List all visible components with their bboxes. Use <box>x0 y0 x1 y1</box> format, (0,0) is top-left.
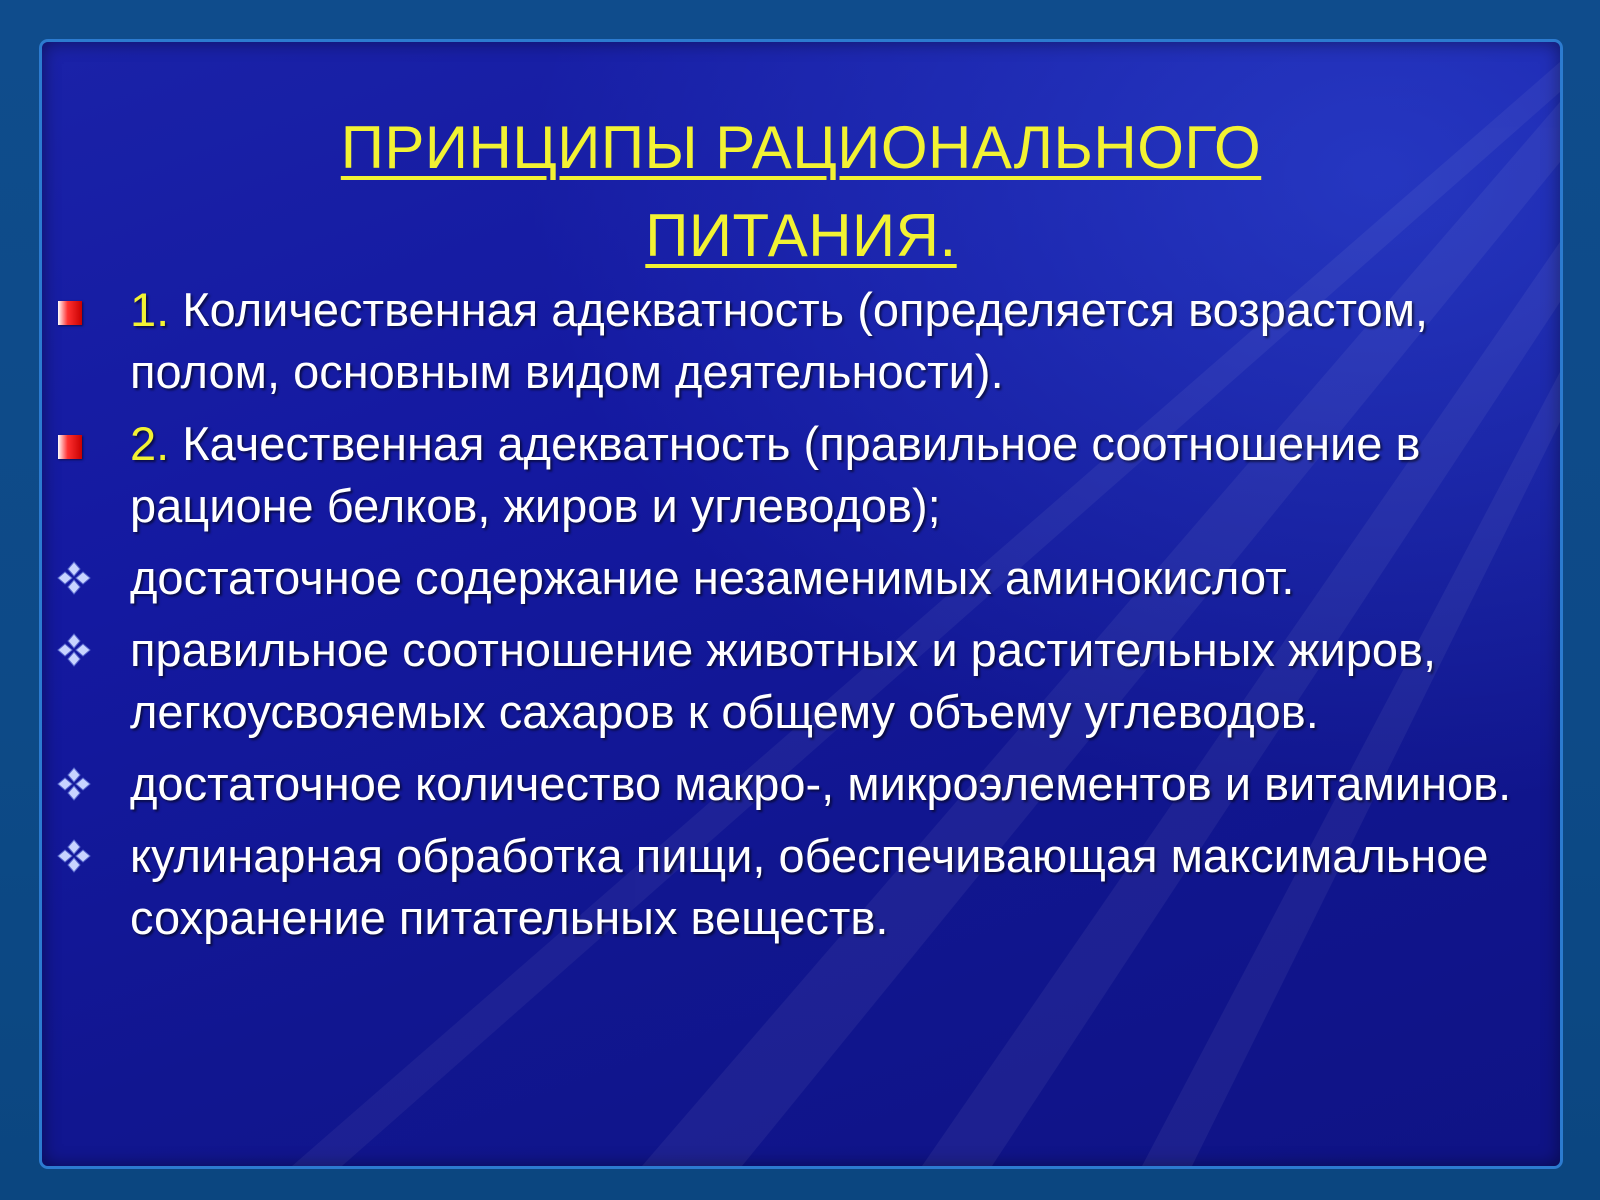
four-diamond-bullet-icon <box>56 632 92 668</box>
item-text: кулинарная обработка пищи, обеспечивающая максимальное сохранение питательных веществ. <box>130 829 1489 944</box>
item-text: правильное соотношение животных и растительных жиров, легкоусвояемых сахаров к общему объему углеводов. <box>130 623 1437 738</box>
list-item <box>42 547 1560 609</box>
item-text: достаточное содержание незаменимых аминокислот. <box>130 551 1295 604</box>
list-item <box>42 753 1560 815</box>
list-item <box>42 413 1560 537</box>
title-line-1: ПРИНЦИПЫ РАЦИОНАЛЬНОГО <box>340 114 1262 181</box>
item-text: достаточное количество макро-, микроэлементов и витаминов. <box>130 757 1512 810</box>
four-diamond-bullet-icon <box>56 766 92 802</box>
item-number: 2. <box>130 417 170 470</box>
four-diamond-bullet-icon <box>56 560 92 596</box>
red-square-bullet-icon <box>58 301 82 325</box>
list-item <box>42 279 1560 403</box>
item-number: 1. <box>130 283 170 336</box>
item-text: Качественная адекватность (правильное соотношение в рационе белков, жиров и углеводов); <box>130 417 1421 532</box>
item-text: Количественная адекватность (определяется возрастом, полом, основным видом деятельности). <box>130 283 1429 398</box>
slide-title <box>42 104 1560 280</box>
list-item <box>42 619 1560 743</box>
slide <box>42 42 1560 1166</box>
principles-list <box>42 279 1560 959</box>
list-item <box>42 825 1560 949</box>
red-square-bullet-icon <box>58 435 82 459</box>
title-line-2: ПИТАНИЯ. <box>645 202 957 269</box>
four-diamond-bullet-icon <box>56 838 92 874</box>
